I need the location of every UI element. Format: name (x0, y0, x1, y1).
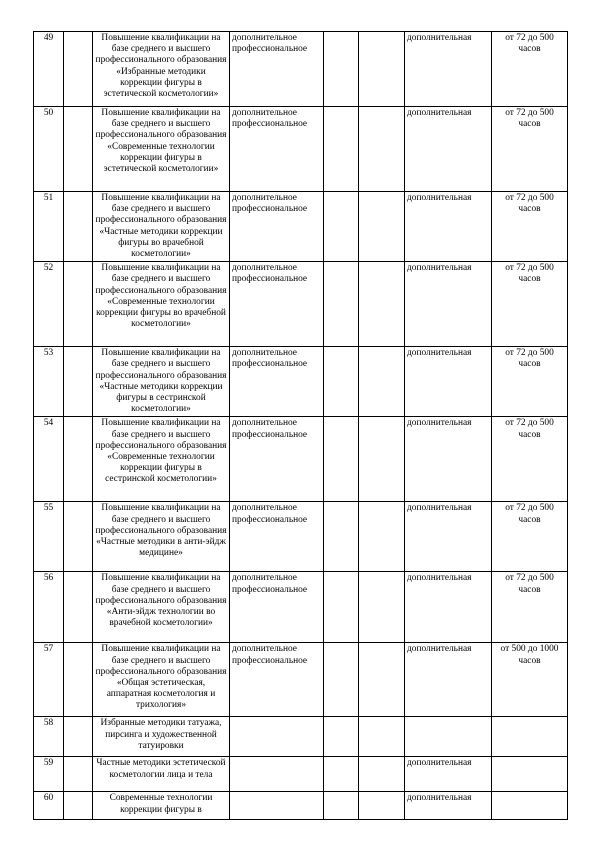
row-number: 58 (34, 717, 64, 757)
program-name: Повышение квалификации на базе среднего и высшего профессионального образования «Общая эстетическая, аппаратная косметология и трихология» (93, 643, 230, 717)
program-kind: дополнительная (405, 32, 492, 107)
program-kind: дополнительная (405, 643, 492, 717)
program-hours (492, 717, 568, 757)
table-row (34, 502, 568, 572)
program-kind: дополнительная (405, 347, 492, 417)
row-number: 54 (34, 417, 64, 502)
program-hours (492, 792, 568, 820)
blank-cell (64, 347, 93, 417)
table-row (34, 792, 568, 820)
blank-cell (64, 417, 93, 502)
table-row (34, 192, 568, 262)
table-row (34, 717, 568, 757)
blank-cell (324, 643, 359, 717)
blank-cell (324, 192, 359, 262)
blank-cell (64, 643, 93, 717)
table-row (34, 32, 568, 107)
program-hours: от 72 до 500 часов (492, 417, 568, 502)
program-name: Повышение квалификации на базе среднего и высшего профессионального образования «Современные технологии коррекции фигуры в сестринской косметологии» (93, 417, 230, 502)
program-name: Частные методики эстетической косметологии лица и тела (93, 757, 230, 792)
blank-cell (64, 502, 93, 572)
program-name: Повышение квалификации на базе среднего и высшего профессионального образования «Частные методики в анти-эйдж медицине» (93, 502, 230, 572)
education-level (230, 792, 324, 820)
program-hours: от 72 до 500 часов (492, 502, 568, 572)
blank-cell (359, 572, 405, 643)
row-number: 50 (34, 107, 64, 192)
blank-cell (359, 262, 405, 347)
blank-cell (359, 502, 405, 572)
program-name: Повышение квалификации на базе среднего и высшего профессионального образования «Анти-эйдж технологии во врачебной косметологии» (93, 572, 230, 643)
blank-cell (64, 572, 93, 643)
blank-cell (64, 792, 93, 820)
program-kind: дополнительная (405, 417, 492, 502)
program-name: Повышение квалификации на базе среднего и высшего профессионального образования «Современные технологии коррекции фигуры во врачебной косметологии» (93, 262, 230, 347)
education-level: дополнительное профессиональное (230, 192, 324, 262)
program-kind: дополнительная (405, 107, 492, 192)
education-level (230, 757, 324, 792)
table-row (34, 757, 568, 792)
blank-cell (324, 792, 359, 820)
program-kind (405, 717, 492, 757)
program-kind: дополнительная (405, 192, 492, 262)
program-hours: от 72 до 500 часов (492, 32, 568, 107)
program-hours (492, 757, 568, 792)
blank-cell (64, 107, 93, 192)
blank-cell (324, 417, 359, 502)
education-level: дополнительное профессиональное (230, 572, 324, 643)
row-number: 59 (34, 757, 64, 792)
blank-cell (359, 32, 405, 107)
education-level: дополнительное профессиональное (230, 262, 324, 347)
blank-cell (359, 643, 405, 717)
row-number: 55 (34, 502, 64, 572)
row-number: 52 (34, 262, 64, 347)
program-hours: от 72 до 500 часов (492, 572, 568, 643)
education-level (230, 717, 324, 757)
table-body (34, 32, 568, 820)
blank-cell (359, 107, 405, 192)
table-row (34, 107, 568, 192)
row-number: 56 (34, 572, 64, 643)
row-number: 51 (34, 192, 64, 262)
blank-cell (324, 347, 359, 417)
row-number: 60 (34, 792, 64, 820)
blank-cell (64, 757, 93, 792)
blank-cell (324, 757, 359, 792)
blank-cell (64, 717, 93, 757)
blank-cell (64, 192, 93, 262)
row-number: 53 (34, 347, 64, 417)
blank-cell (359, 192, 405, 262)
blank-cell (64, 262, 93, 347)
row-number: 49 (34, 32, 64, 107)
blank-cell (324, 502, 359, 572)
blank-cell (359, 792, 405, 820)
program-name: Повышение квалификации на базе среднего и высшего профессионального образования «Частные методики коррекции фигуры во врачебной косметологии» (93, 192, 230, 262)
program-kind: дополнительная (405, 572, 492, 643)
program-kind: дополнительная (405, 792, 492, 820)
education-level: дополнительное профессиональное (230, 107, 324, 192)
blank-cell (64, 32, 93, 107)
program-hours: от 500 до 1000 часов (492, 643, 568, 717)
program-name: Избранные методики татуажа, пирсинга и художественной татуировки (93, 717, 230, 757)
program-hours: от 72 до 500 часов (492, 262, 568, 347)
table-row (34, 262, 568, 347)
table-row (34, 572, 568, 643)
blank-cell (359, 347, 405, 417)
table-row (34, 347, 568, 417)
blank-cell (359, 757, 405, 792)
blank-cell (324, 572, 359, 643)
blank-cell (324, 717, 359, 757)
blank-cell (324, 32, 359, 107)
programs-table (33, 31, 568, 820)
program-hours: от 72 до 500 часов (492, 192, 568, 262)
table-row (34, 417, 568, 502)
program-name: Современные технологии коррекции фигуры в (93, 792, 230, 820)
blank-cell (324, 262, 359, 347)
program-name: Повышение квалификации на базе среднего и высшего профессионального образования «Частные методики коррекции фигуры в сестринской косметологии» (93, 347, 230, 417)
education-level: дополнительное профессиональное (230, 32, 324, 107)
blank-cell (359, 417, 405, 502)
program-hours: от 72 до 500 часов (492, 107, 568, 192)
program-kind: дополнительная (405, 262, 492, 347)
program-name: Повышение квалификации на базе среднего и высшего профессионального образования «Избранные методики коррекции фигуры в эстетической косметологии» (93, 32, 230, 107)
program-hours: от 72 до 500 часов (492, 347, 568, 417)
education-level: дополнительное профессиональное (230, 502, 324, 572)
education-level: дополнительное профессиональное (230, 347, 324, 417)
program-name: Повышение квалификации на базе среднего и высшего профессионального образования «Современные технологии коррекции фигуры в эстетической косметологии» (93, 107, 230, 192)
education-level: дополнительное профессиональное (230, 417, 324, 502)
table-row (34, 643, 568, 717)
program-kind: дополнительная (405, 502, 492, 572)
blank-cell (359, 717, 405, 757)
row-number: 57 (34, 643, 64, 717)
blank-cell (324, 107, 359, 192)
program-kind: дополнительная (405, 757, 492, 792)
education-level: дополнительное профессиональное (230, 643, 324, 717)
